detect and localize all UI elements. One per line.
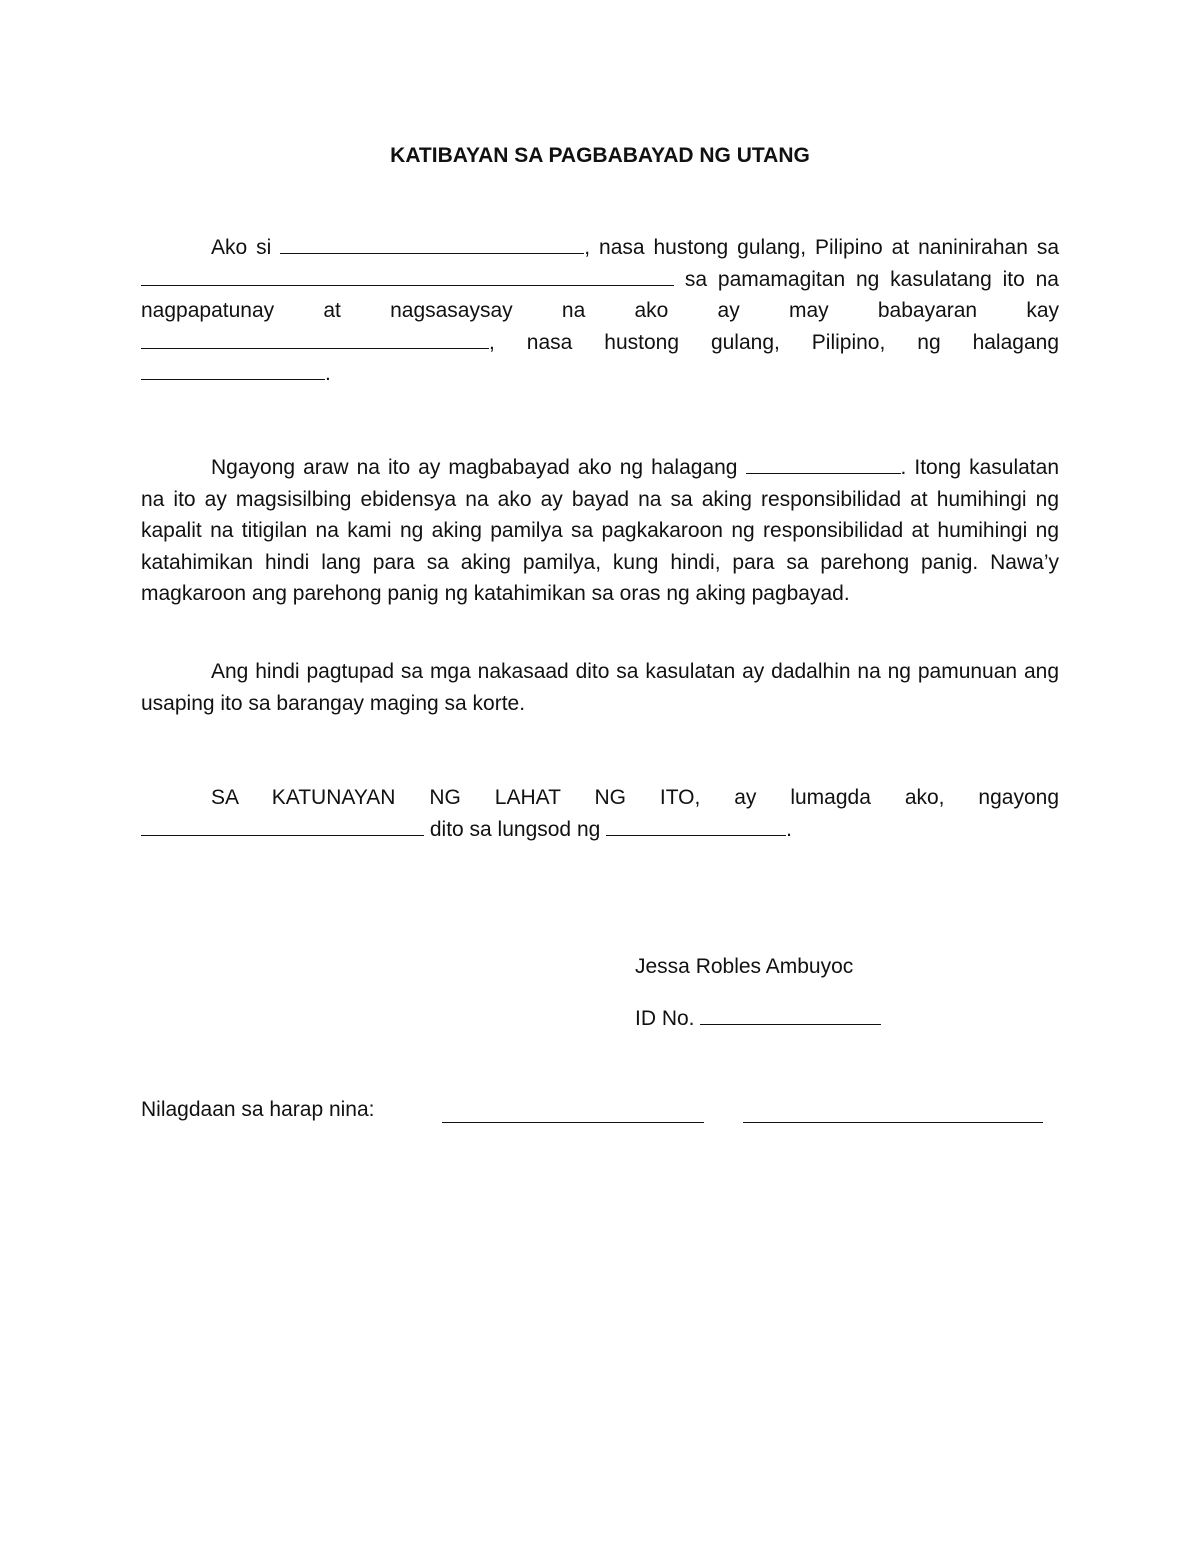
- id-number-blank[interactable]: [700, 1004, 881, 1025]
- p4-text-1: SA KATUNAYAN NG LAHAT NG ITO, ay lumagda ako, ngayong: [211, 786, 1059, 809]
- p2-text-2: . Itong kasulatan na ito ay magsisilbing ebidensya na ako ay bayad na sa aking responsibilidad at humihingi ng kapalit na titigilan na kami ng aking pamilya sa pagkakaroon ng responsibilidad at humihingi ng katahimikan hindi lang para sa aking pamilya, kung hindi, para sa parehong panig. Nawa’y magkaroon ang parehong panig ng katahimikan sa oras ng aking pagbayad.: [141, 456, 1060, 605]
- signatory-name: Jessa Robles Ambuyoc: [635, 955, 854, 978]
- name-blank[interactable]: [280, 233, 584, 254]
- amount-blank[interactable]: [141, 359, 325, 380]
- city-blank[interactable]: [606, 815, 786, 836]
- paragraph-consequence: Ang hindi pagtupad sa mga nakasaad dito sa kasulatan ay dadalhin na ng pamunuan ang usaping ito sa barangay maging sa korte.: [141, 660, 1059, 715]
- creditor-name-blank[interactable]: [141, 328, 489, 349]
- witness-signature-line-2[interactable]: [743, 1122, 1043, 1123]
- payment-amount-blank[interactable]: [746, 453, 901, 474]
- paragraph-acknowledgement: [141, 232, 1059, 390]
- date-blank[interactable]: [141, 815, 424, 836]
- p1-text-3: sa pamamagitan ng kasulatang ito na nagpapatunay at nagsasaysay na ako ay may babayaran kay: [141, 267, 1059, 322]
- p1-text-1: Ako si: [211, 236, 272, 259]
- id-label: ID No.: [635, 1007, 695, 1030]
- witness-label: Nilagdaan sa harap nina:: [141, 1098, 375, 1121]
- p1-text-2: , nasa hustong gulang, Pilipino at naninirahan sa: [584, 236, 1060, 259]
- p1-text-5: .: [325, 362, 331, 385]
- document-title: KATIBAYAN SA PAGBABAYAD NG UTANG: [390, 144, 810, 167]
- paragraph-attestation: [141, 782, 1059, 845]
- signatory-id: [635, 1004, 881, 1031]
- paragraph-payment: [141, 452, 1059, 610]
- p4-text-2: dito sa lungsod ng: [429, 817, 601, 841]
- p1-text-4: , nasa hustong gulang, Pilipino, ng halagang: [489, 330, 1059, 354]
- p4-text-3: .: [786, 817, 792, 841]
- witness-signature-line-1[interactable]: [442, 1122, 704, 1123]
- address-blank[interactable]: [141, 265, 674, 286]
- p2-text-1: Ngayong araw na ito ay magbabayad ako ng halagang: [211, 456, 738, 479]
